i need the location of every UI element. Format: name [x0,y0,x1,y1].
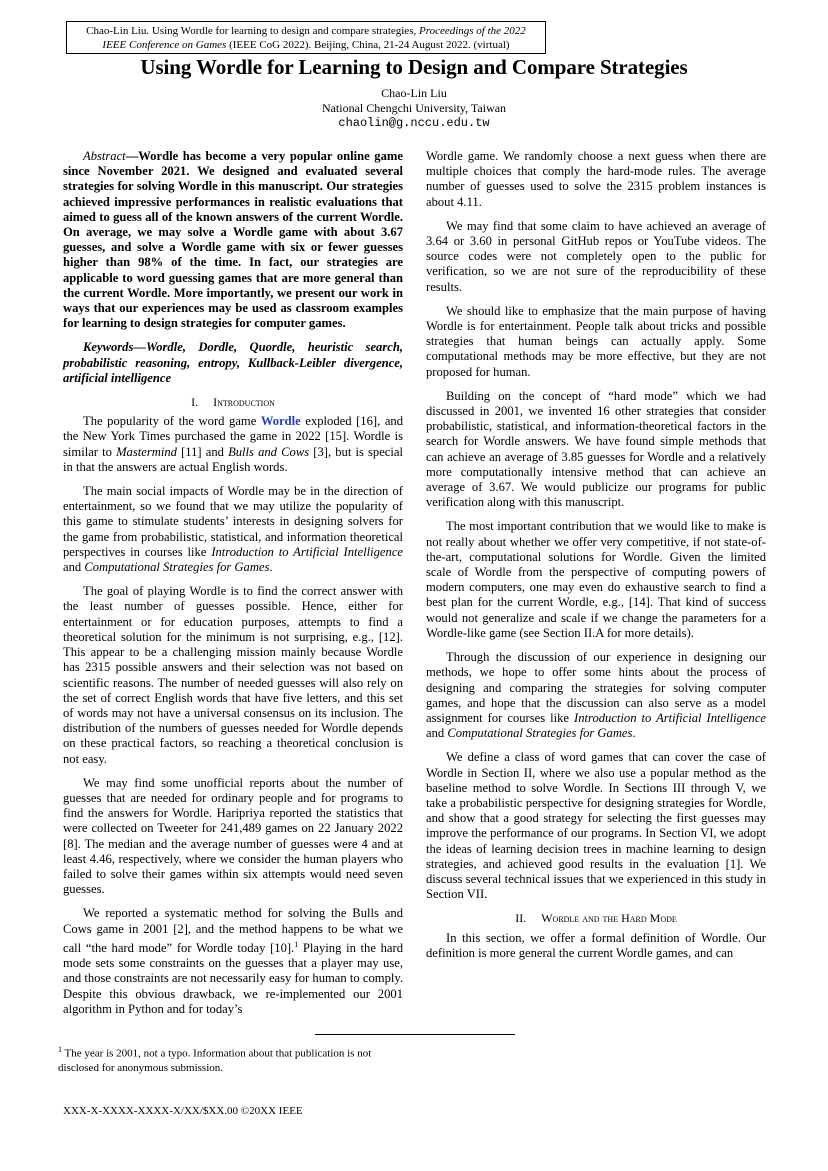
author-name: Chao-Lin Liu [381,86,447,100]
wordle-link[interactable]: Wordle [260,414,301,429]
intro-paragraph-8: We should like to emphasize that the main purpose of having Wordle is for entertainment. People talk about tricks and possible strategies that human beings can actually apply. Some computational methods may be more effective, but they are not proposed for human. [426,303,766,379]
section-heading-wordle: II. Wordle and the Hard Mode [515,911,677,926]
footnote-marker: 1 [294,939,299,949]
intro-paragraph-1: The popularity of the word game Wordle exploded [16], and the New York Times purchased the game in 2022 [15]. Wordle is similar to Mastermind [11] and Bulls and Cows [3], but is special in that the answers are actual English words. [63,414,404,474]
intro-paragraph-7: We may find that some claim to have achieved an average of 3.64 or 3.60 in personal GitHub repos or YouTube videos. The source codes were not completely open to the public for verification, so we are not sure of the reproducibility of these results. [426,218,766,294]
intro-paragraph-9: Building on the concept of “hard mode” which we had discussed in 2001, we invented 16 other strategies that consider probabilistic, statistical, and information-theoretical factors in the search for Wordle answers. We have found simple methods that can achieve an average of 3.85 guesses for Wordle and a relatively more computationally intensive method that can achieve an average of 3.67. We would publicize our programs for public verification along with this manuscript. [426,388,766,510]
section-heading-introduction: I. Introduction [191,395,275,410]
intro-paragraph-12: We define a class of word games that can cover the case of Wordle in Section II, where we also use a popular method as the baseline method to solve Wordle. In Sections III through V, we take a probabilistic perspective for designing strategies for Wordle, and show that a good strategy for selecting the first guesses may improve the performance of our programs. In Section VI, we adopt the ideas of learning decision trees in machine learning to design strategies, and achieved good results in the evaluation [1]. We discuss several technical issues that we experienced in this study in Section VII. [426,750,766,902]
intro-paragraph-3: The goal of playing Wordle is to find the correct answer with the least number of guesses possible. Hence, either for entertainment or for education purposes, attempts to find a theoretical solution for the minimum is not surprising, e.g., [12]. This appear to be a challenging mission mainly because Wordle has 2315 possible answers and their selection was not based on scientific reasons. The number of needed guesses will also rely on the set of correct English words that have five letters, and this set of words may not have a universal consensus on its inclusion. The distribution of the numbers of guesses needed for Wordle depends on these practical factors, so reaching a theoretical conclusion is not easy. [63,584,403,766]
intro-paragraph-10: The most important contribution that we would like to make is not really about whether we offer very competitive, if not state-of-the-art, computational solutions for Wordle. Given the limited scale of Wordle from the perspective of computing powers of modern computers, one may even do exhaustive search to find a best plan for the current Wordle, e.g., [14]. That kind of success would not generalize and scale if we change the parameters for a Wordle-like game (see Section II.A for more details). [426,519,766,640]
section2-paragraph-1: In this section, we offer a formal definition of Wordle. Our definition is more general the current Wordle games, and can [426,930,766,960]
intro-paragraph-11: Through the discussion of our experience in designing our methods, we hope to offer some hints about the process of designing and comparing the strategies for solving computer games, and hope that the discussion can also serve as a model assignment for courses like Introduction to Artificial Intelligence and Computational Strategies for Games. [426,650,766,741]
left-column [63,149,403,1026]
author-affiliation: National Chengchi University, Taiwan [321,101,507,115]
keywords: Keywords—Wordle, Dordle, Quordle, heuristic search, probabilistic reasoning, entropy, Kullback-Leibler divergence, artificial intelligence [63,340,403,385]
intro-paragraph-4: We may find some unofficial reports about the number of guesses that are needed for ordinary people and for programs to find the answers for Wordle. Haripriya reported the statistics that were collected on Tweeter for 241,489 games on 22 January 2022 [8]. The median and the average number of guesses were 4 and at least 4.46, respectively, where we consider the human players who failed to solve their games within six attempts would need seven guesses. [63,775,403,897]
right-column [426,149,766,970]
author-email[interactable]: chaolin@g.nccu.edu.tw [338,116,490,130]
citation-note-box [66,21,546,54]
intro-paragraph-2: The main social impacts of Wordle may be in the direction of entertainment, so we found that we may utilize the popularity of this game to stimulate students’ interests in designing solvers for the game from probabilistic, statistical, and information theoretical perspectives in courses like Introduction to Artificial Intelligence and Computational Strategies for Games. [63,484,403,575]
copyright-line: XXX-X-XXXX-XXXX-X/XX/$XX.00 ©20XX IEEE [63,1105,303,1117]
footnote: $^1$ The year is 2001, not a typo. Information about that publication is not disclosed for anonymous submission. [58,1045,372,1074]
intro-paragraph-5: We reported a systematic method for solving the Bulls and Cows game in 2001 [2], and the method happens to be what we call “the hard mode” for Wordle today [10].$^1$ Playing in the hard mode sets some constraints on the guesses that a player may use, and those constraints are not necessarily easy for human to comply. Despite this obvious drawback, we re-implemented our 2001 algorithm in Python and for today’s [63,906,403,1016]
intro-paragraph-6: Wordle game. We randomly choose a next guess when there are multiple choices that comply the hard-mode rules. The average number of guesses used to solve the 2315 problem instances is about 4.11. [426,149,766,209]
citation-line-1: Chao-Lin Liu. Using Wordle for learning to design and compare strategies, Proceedings of the 2022 [86,25,526,37]
abstract: Abstract—Wordle has become a very popular online game since November 2021. We designed and evaluated several strategies for solving Wordle in this manuscript. Our strategies achieved impressive performances in realistic evaluations that aimed to guess all of the known answers of the current Wordle. On average, we may solve a Wordle game with about 3.67 guesses, and solve a Wordle game with six or fewer guesses higher than 98% of the time. In fact, our strategies are applicable to word guessing games that are more general than the current Wordle. More importantly, we present our work in ways that our experiences may be used as classroom examples for learning to design strategies for computer games. [63,149,403,331]
citation-line-2: IEEE Conference on Games (IEEE CoG 2022). Beijing, China, 21-24 August 2022. (virtual) [102,39,510,51]
footnote-rule [315,1034,515,1035]
paper-title: Using Wordle for Learning to Design and Compare Strategies [140,55,688,79]
